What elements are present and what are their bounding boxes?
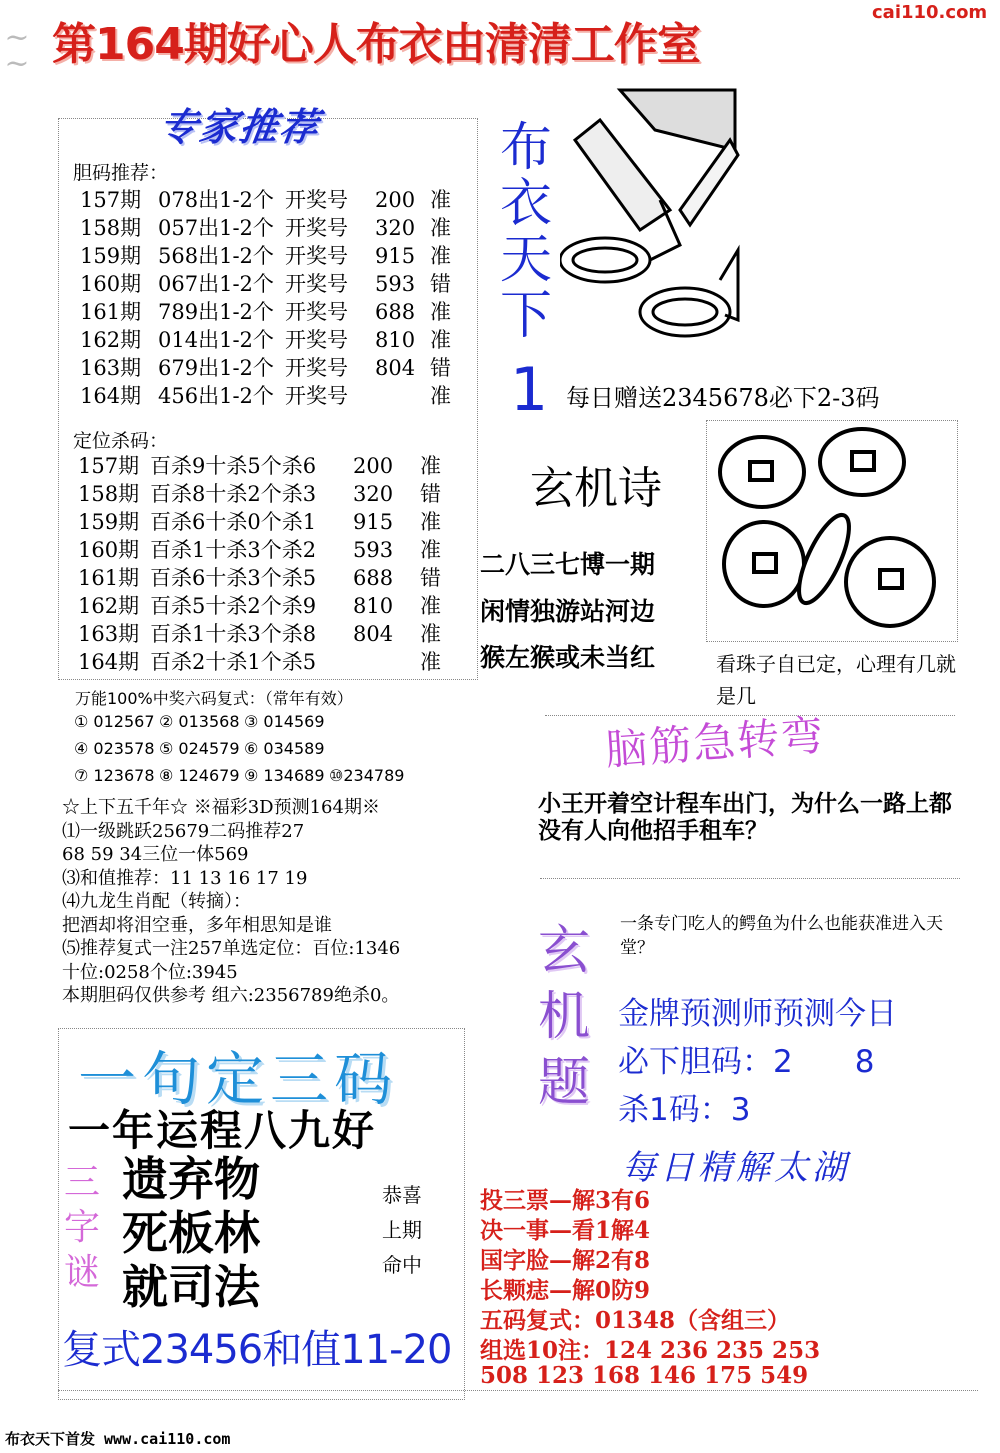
dm-desc: 057出1-2个	[158, 216, 274, 240]
six-code: ① 012567	[74, 712, 155, 731]
brain-teaser-question: 小王开着空计程车出门，为什么一路上都没有人向他招手租车？	[538, 790, 952, 844]
szm-word: 遗弃物	[122, 1152, 260, 1206]
kill-desc: 百杀1十杀3个杀2	[150, 538, 317, 562]
kill-period: 163期	[78, 622, 140, 646]
dm-period: 157期	[80, 188, 142, 212]
dm-period: 163期	[80, 356, 142, 380]
taihu-line: 投三票—解3有6	[480, 1187, 651, 1214]
poem-line: 猴左猴或未当红	[480, 643, 656, 672]
xjt-question: 一条专门吃人的鳄鱼为什么也能获准进入天堂？	[620, 914, 943, 958]
dm-draw-number: 200	[375, 188, 416, 212]
dm-open-label: 开奖号	[285, 216, 348, 240]
kill-desc: 百杀6十杀0个杀1	[150, 510, 317, 534]
kill-draw-number: 688	[353, 566, 394, 590]
six-code: ⑨ 134689	[244, 766, 325, 785]
six-code-row	[74, 766, 439, 785]
szm-label	[64, 1160, 110, 1295]
yjds-title: 一句定三码	[78, 1045, 399, 1113]
yearly-fortune: 一年运程八九好	[68, 1106, 377, 1155]
dm-period: 159期	[80, 244, 142, 268]
taihu-line: 五码复式：01348（含组三）	[480, 1307, 791, 1334]
dm-open-label: 开奖号	[285, 328, 348, 352]
six-code: ③ 014569	[244, 712, 325, 731]
kill-period: 159期	[78, 510, 140, 534]
six-code: ⑤ 024579	[159, 739, 240, 758]
congrats-line: 命中	[382, 1253, 422, 1277]
kill-period: 164期	[78, 650, 140, 674]
szm-word: 死板林	[122, 1206, 260, 1260]
dm-period: 162期	[80, 328, 142, 352]
buyi-vertical-title	[496, 120, 556, 344]
dm-open-label: 开奖号	[285, 384, 348, 408]
sxw-line: ⑷九龙生肖配（转摘）：	[62, 891, 251, 912]
pen-illustration	[560, 80, 740, 370]
gold-line: 金牌预测师预测今日	[618, 996, 897, 1032]
dm-result: 准	[430, 300, 451, 324]
kill-label: 定位杀码：	[73, 430, 169, 452]
kill-period: 160期	[78, 538, 140, 562]
kill-draw-number: 804	[353, 622, 394, 646]
dm-result: 准	[430, 384, 451, 408]
kill-draw-number: 320	[353, 482, 394, 506]
sxw-line: ☆上下五千年☆ ※福彩3D预测164期※	[62, 797, 380, 818]
dm-result: 准	[430, 188, 451, 212]
poem-line: 二八三七博一期	[480, 550, 656, 579]
congrats-line: 上期	[382, 1218, 422, 1242]
dm-draw-number: 320	[375, 216, 416, 240]
sxw-line: 把酒却将泪空垂，多年相思知是谁	[62, 914, 332, 936]
kill-result: 准	[420, 650, 441, 674]
dm-desc: 679出1-2个	[158, 356, 274, 380]
kill-draw-number: 915	[353, 510, 394, 534]
kill-draw-number: 593	[353, 538, 394, 562]
sxw-line: ⑶和值推荐：11 13 16 17 19	[62, 867, 308, 889]
kill-period: 158期	[78, 482, 140, 506]
dm-open-label: 开奖号	[285, 188, 348, 212]
sxw-line: ⑴一级跳跃25679二码推荐27	[62, 820, 305, 842]
dm-desc: 067出1-2个	[158, 272, 274, 296]
footer-text: 布衣天下首发 www.cai110.com	[5, 1430, 231, 1448]
six-code-row	[74, 739, 329, 758]
kill-desc: 百杀2十杀1个杀5	[150, 650, 317, 674]
vert-char: 布	[499, 118, 552, 178]
expert-title: 专家推荐	[156, 105, 323, 149]
dm-result: 准	[430, 216, 451, 240]
dm-open-label: 开奖号	[285, 356, 348, 380]
kill-result: 错	[420, 566, 441, 590]
sxw-line: 68 59 34三位一体569	[62, 844, 249, 865]
taihu-line: 长颗痣—解0防9	[480, 1277, 651, 1304]
congrats-line: 恭喜	[382, 1183, 422, 1207]
poem-line: 闲情独游站河边	[480, 597, 656, 626]
xjt-frame	[540, 878, 960, 880]
daily-gift: 每日赠送2345678必下2-3码	[566, 384, 880, 412]
bottom-frame	[58, 1390, 978, 1392]
szm-words	[122, 1152, 260, 1314]
kill-result: 准	[420, 622, 441, 646]
kill-desc: 百杀5十杀2个杀9	[150, 594, 317, 618]
vert-char: 机	[538, 987, 591, 1047]
dm-desc: 456出1-2个	[158, 384, 274, 408]
dm-desc: 014出1-2个	[158, 328, 274, 352]
six-code: ② 013568	[159, 712, 240, 731]
kill-result: 准	[420, 594, 441, 618]
xjt-vertical-title	[538, 918, 598, 1116]
six-code-header: 万能100%中奖六码复式：（常年有效）	[75, 689, 353, 708]
dm-label: 胆码推荐：	[73, 162, 169, 184]
vert-char: 天	[499, 230, 552, 290]
kill-draw-number: 200	[353, 454, 394, 478]
kill-result: 准	[420, 454, 441, 478]
page-title: 第164期好心人布衣由清清工作室	[52, 19, 700, 70]
taihu-title: 每日精解太湖	[622, 1148, 850, 1188]
dm-desc: 078出1-2个	[158, 188, 274, 212]
six-code-row	[74, 712, 329, 731]
xjs-title: 玄机诗	[530, 463, 662, 514]
dm-draw-number: 915	[375, 244, 416, 268]
dm-desc: 568出1-2个	[158, 244, 274, 268]
brain-teaser-title: 脑筋急转弯	[603, 710, 827, 775]
dm-desc: 789出1-2个	[158, 300, 274, 324]
kill-period: 157期	[78, 454, 140, 478]
dm-result: 准	[430, 244, 451, 268]
six-code: ④ 023578	[74, 739, 155, 758]
vert-char: 玄	[538, 921, 591, 981]
coins-illustration	[712, 424, 952, 640]
dm-period: 158期	[80, 216, 142, 240]
kill-period: 162期	[78, 594, 140, 618]
dm-draw-number: 688	[375, 300, 416, 324]
kill-desc: 百杀9十杀5个杀6	[150, 454, 317, 478]
dm-period: 160期	[80, 272, 142, 296]
vert-char: 衣	[499, 174, 552, 234]
dm-result: 错	[430, 356, 451, 380]
kill-desc: 百杀1十杀3个杀8	[150, 622, 317, 646]
vert-char: 字	[64, 1207, 101, 1248]
taihu-line: 组选10注：124 236 235 253	[480, 1337, 821, 1364]
sxw-line: 十位:0258个位:3945	[62, 961, 238, 983]
dm-draw-number: 804	[375, 356, 416, 380]
vert-char: 谜	[64, 1252, 101, 1293]
kill-draw-number: 810	[353, 594, 394, 618]
taihu-line: 508 123 168 146 175 549	[480, 1362, 809, 1389]
kill-result: 错	[420, 482, 441, 506]
six-code: ⑩234789	[329, 766, 405, 785]
vert-char: 三	[64, 1162, 101, 1203]
gold-line: 杀1码：3	[618, 1092, 751, 1128]
congrats	[382, 1178, 422, 1283]
vert-char: 题	[538, 1053, 591, 1113]
kill-desc: 百杀8十杀2个杀3	[150, 482, 317, 506]
dm-draw-number: 810	[375, 328, 416, 352]
kill-period: 161期	[78, 566, 140, 590]
kill-result: 准	[420, 510, 441, 534]
dm-result: 错	[430, 272, 451, 296]
vert-char: 下	[499, 286, 552, 346]
fushi-line: 复式23456和值11-20	[62, 1327, 452, 1373]
sxw-line: 本期胆码仅供参考 组六:2356789绝杀0。	[62, 985, 400, 1006]
gold-line: 必下胆码：2 8	[618, 1044, 875, 1080]
dm-open-label: 开奖号	[285, 272, 348, 296]
taihu-line: 国字脸—解2有8	[480, 1247, 651, 1274]
kill-result: 准	[420, 538, 441, 562]
tilde-marks: ~ ~	[4, 20, 30, 81]
dm-open-label: 开奖号	[285, 244, 348, 268]
dm-draw-number: 593	[375, 272, 416, 296]
kill-desc: 百杀6十杀3个杀5	[150, 566, 317, 590]
dm-period: 164期	[80, 384, 142, 408]
six-code: ⑧ 124679	[159, 766, 240, 785]
dm-period: 161期	[80, 300, 142, 324]
zhu-note: 看珠子自已定，心理有几就是几	[716, 652, 956, 708]
dm-open-label: 开奖号	[285, 300, 348, 324]
taihu-line: 决一事—看1解4	[480, 1217, 651, 1244]
buyi-number: 1	[510, 355, 549, 425]
left-margin-decoration	[0, 0, 40, 1453]
szm-word: 就司法	[122, 1260, 260, 1314]
dm-result: 准	[430, 328, 451, 352]
six-code: ⑦ 123678	[74, 766, 155, 785]
six-code: ⑥ 034589	[244, 739, 325, 758]
sxw-block	[62, 796, 400, 1008]
site-logo[interactable]: cai110.com	[872, 2, 988, 23]
sxw-line: ⑸推荐复式一注257单选定位：百位:1346	[62, 938, 401, 959]
